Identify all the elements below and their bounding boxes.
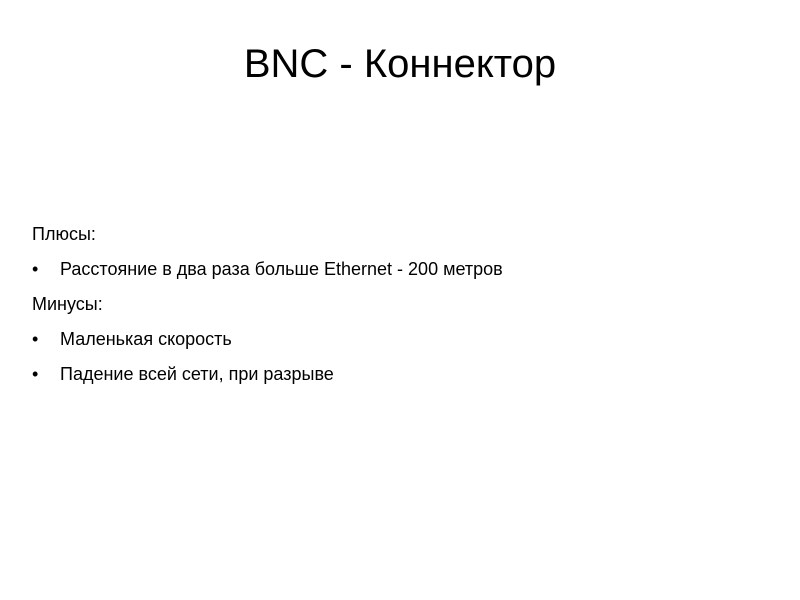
list-item — [32, 257, 752, 281]
slide-title: BNC - Коннектор — [243, 42, 557, 86]
section-heading-pros: Плюсы: — [32, 224, 96, 244]
list-item — [32, 327, 752, 351]
list-item-text: Маленькая скорость — [60, 329, 232, 349]
list-item — [32, 362, 752, 386]
pros-list — [32, 257, 752, 281]
list-item-text: Падение всей сети, при разрыве — [60, 364, 334, 384]
bullet-icon: • — [32, 364, 39, 384]
list-item-text: Расстояние в два раза больше Ethernet - 200 метров — [60, 259, 503, 279]
bullet-icon: • — [32, 329, 39, 349]
cons-list — [32, 327, 752, 386]
section-heading-cons: Минусы: — [32, 294, 103, 314]
bullet-icon: • — [32, 259, 39, 279]
slide-body — [32, 222, 752, 397]
